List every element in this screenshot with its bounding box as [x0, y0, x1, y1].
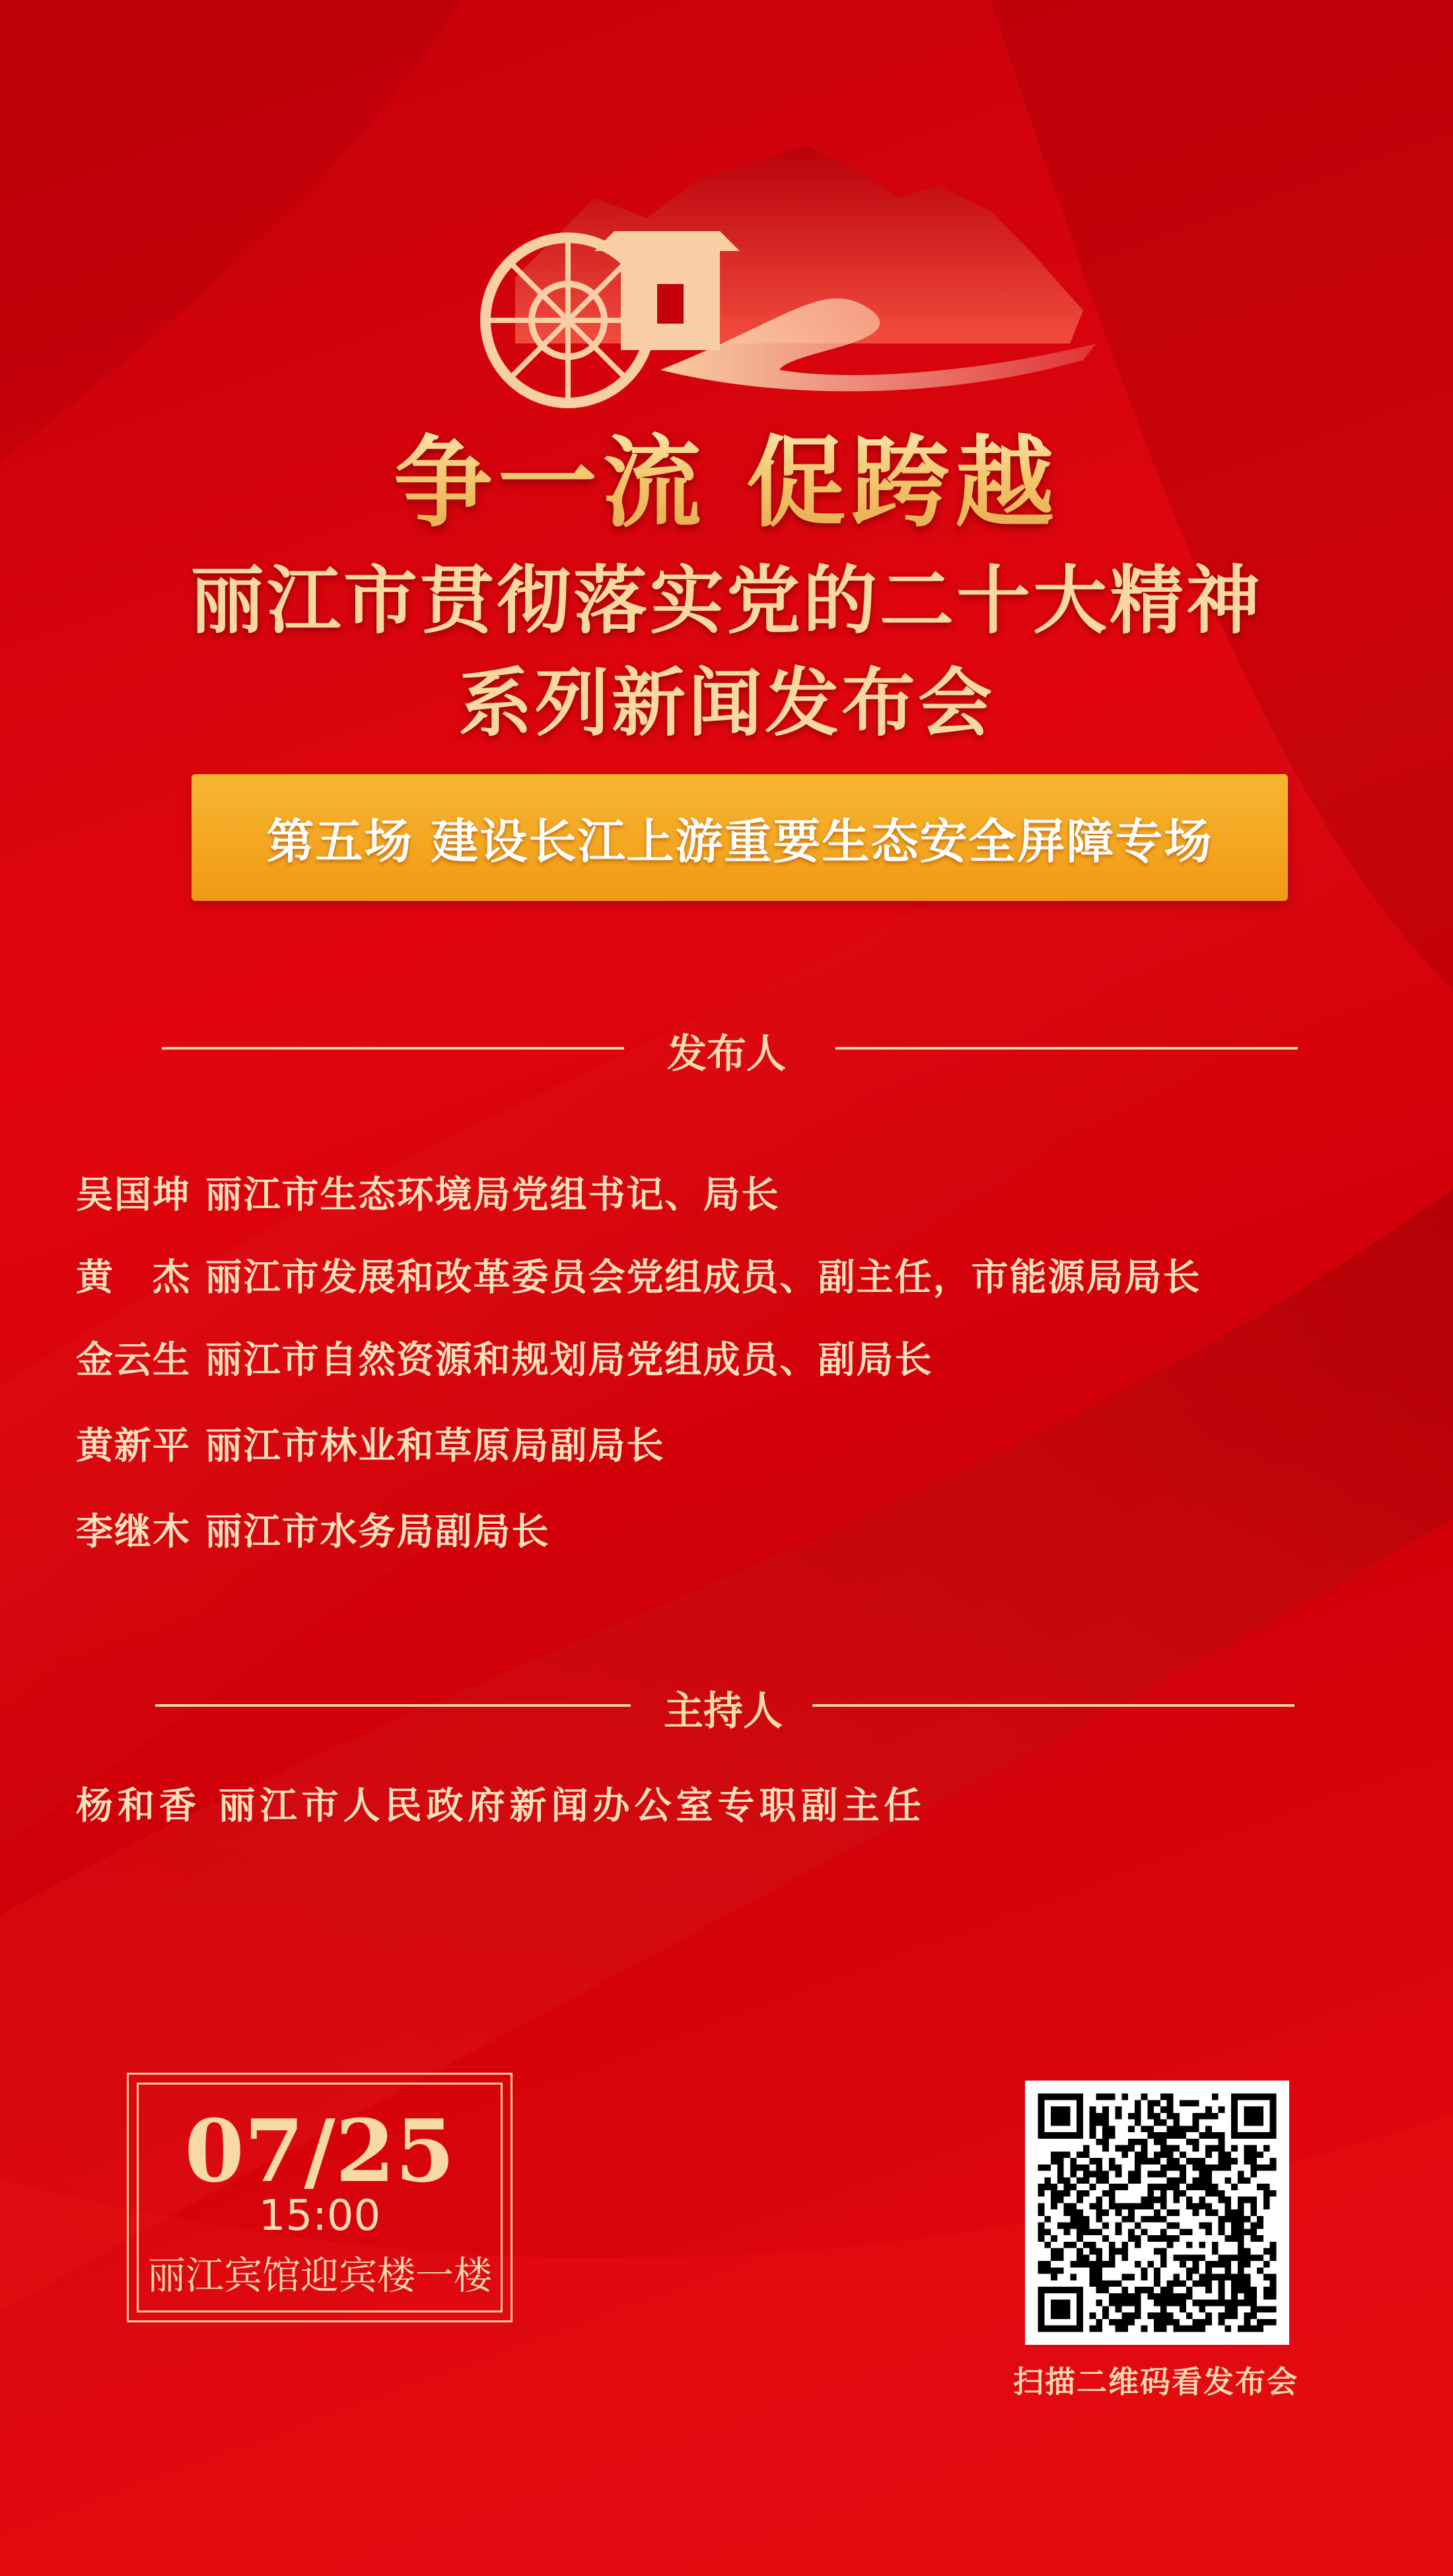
qr-caption: 扫描二维码看发布会: [1013, 2364, 1298, 2400]
publisher-name: 黄 杰: [76, 1256, 191, 1299]
publisher-name: 金云生: [76, 1339, 191, 1382]
host-name: 杨和香: [76, 1785, 201, 1828]
publisher-item: [76, 1248, 1201, 1301]
publisher-title: 丽江市林业和草原局副局长: [205, 1425, 665, 1468]
title-line-2: 系列新闻发布会: [458, 660, 995, 746]
publishers-heading: 发布人: [667, 1031, 786, 1077]
event-time: 15:00: [258, 2192, 381, 2240]
publisher-item: [76, 1417, 665, 1470]
publisher-name: 李继木: [76, 1511, 191, 1554]
qr-code-icon: [1025, 2081, 1289, 2345]
publishers-divider-left: [162, 1047, 624, 1050]
publisher-item: [76, 1503, 550, 1556]
publisher-title: 丽江市自然资源和规划局党组成员、副局长: [205, 1339, 933, 1382]
host-title: 丽江市人民政府新闻办公室专职副主任: [218, 1785, 926, 1828]
publisher-title: 丽江市水务局副局长: [205, 1511, 550, 1554]
publisher-name: 吴国坤: [76, 1174, 191, 1217]
event-venue: 丽江宾馆迎宾楼一楼: [147, 2253, 492, 2298]
publisher-title: 丽江市生态环境局党组书记、局长: [205, 1174, 780, 1217]
slogan: 争一流 促跨越: [0, 403, 1453, 546]
publisher-item: [76, 1166, 780, 1219]
publisher-title: 丽江市发展和改革委员会党组成员、副主任，市能源局局长: [205, 1256, 1201, 1299]
title-line-1: 丽江市贯彻落实党的二十大精神: [190, 557, 1263, 644]
publisher-name: 黄新平: [76, 1425, 191, 1468]
qr-code[interactable]: [1025, 2081, 1289, 2345]
mountain-waterwheel-emblem: [485, 145, 1096, 403]
host-divider-right: [812, 1704, 1294, 1707]
publishers-divider-right: [835, 1047, 1298, 1050]
host-divider-left: [155, 1704, 631, 1707]
session-banner: [192, 774, 1288, 901]
host-heading: 主持人: [664, 1688, 783, 1735]
event-date: 07/25: [184, 2100, 455, 2201]
publisher-item: [76, 1331, 933, 1384]
host-item: [76, 1777, 926, 1830]
session-title: 第五场 建设长江上游重要生态安全屏障专场: [266, 813, 1213, 869]
